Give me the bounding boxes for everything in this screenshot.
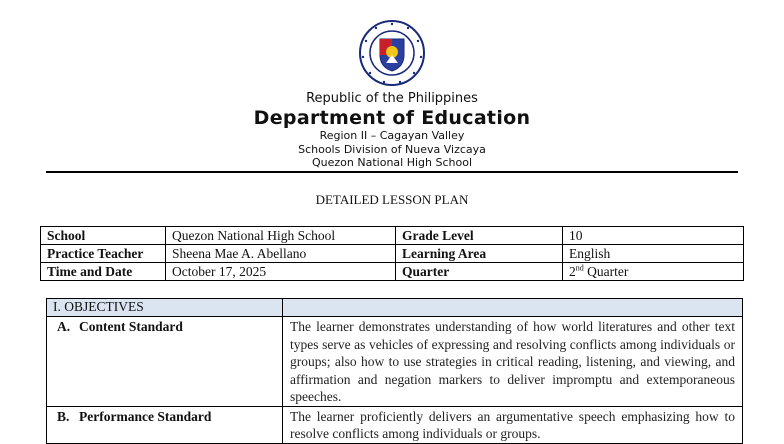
table-row <box>41 263 744 281</box>
department-title: Department of Education <box>253 107 531 129</box>
content-standard-label <box>47 317 283 407</box>
grade-level-label: Grade Level <box>396 227 563 245</box>
grade-level-value: 10 <box>563 227 744 245</box>
teacher-label: Practice Teacher <box>41 245 166 263</box>
quarter-word: Quarter <box>583 263 629 279</box>
school-label: School <box>41 227 166 245</box>
quarter-label: Quarter <box>396 263 563 281</box>
lesson-info-table <box>40 226 744 281</box>
performance-standard-label <box>47 406 283 443</box>
deped-seal-logo <box>358 19 426 87</box>
table-row <box>47 406 743 443</box>
performance-standard-text: The learner proficiently delivers an argumentative speech emphasizing how to resolve conflicts among individuals or groups. <box>283 406 743 443</box>
division-line: Schools Division of Nueva Vizcaya <box>298 143 486 156</box>
school-value: Quezon National High School <box>166 227 396 245</box>
table-row <box>47 317 743 407</box>
objectives-heading-blank <box>283 299 743 317</box>
learning-area-value: English <box>563 245 744 263</box>
quarter-number: 2 <box>569 263 576 279</box>
table-row <box>41 245 744 263</box>
time-date-value: October 17, 2025 <box>166 263 396 281</box>
content-standard-text: The learner demonstrates understanding of how world literatures and other text types serve as vehicles of expressing and resolving conflicts among individuals or groups; also how to use strategies in critical reading, listening, and viewing, and affirmation and negation markers to deliver impromptu and extemporaneous speeches. <box>283 317 743 407</box>
learning-area-label: Learning Area <box>396 245 563 263</box>
quarter-value <box>563 263 744 281</box>
objectives-table <box>46 298 743 444</box>
row-label: Content Standard <box>79 319 183 334</box>
document-title: DETAILED LESSON PLAN <box>315 192 469 207</box>
time-date-label: Time and Date <box>41 263 166 281</box>
row-letter: B. <box>57 408 70 424</box>
table-row <box>47 299 743 317</box>
school-line: Quezon National High School <box>312 156 472 169</box>
objectives-heading: I. OBJECTIVES <box>47 299 283 317</box>
republic-line: Republic of the Philippines <box>306 91 478 106</box>
table-row <box>41 227 744 245</box>
header-divider <box>46 171 738 173</box>
quarter-suffix: nd <box>575 263 584 272</box>
row-letter: A. <box>57 319 71 334</box>
region-line: Region II – Cagayan Valley <box>319 129 465 142</box>
teacher-value: Sheena Mae A. Abellano <box>166 245 396 263</box>
row-label: Performance Standard <box>79 408 212 424</box>
